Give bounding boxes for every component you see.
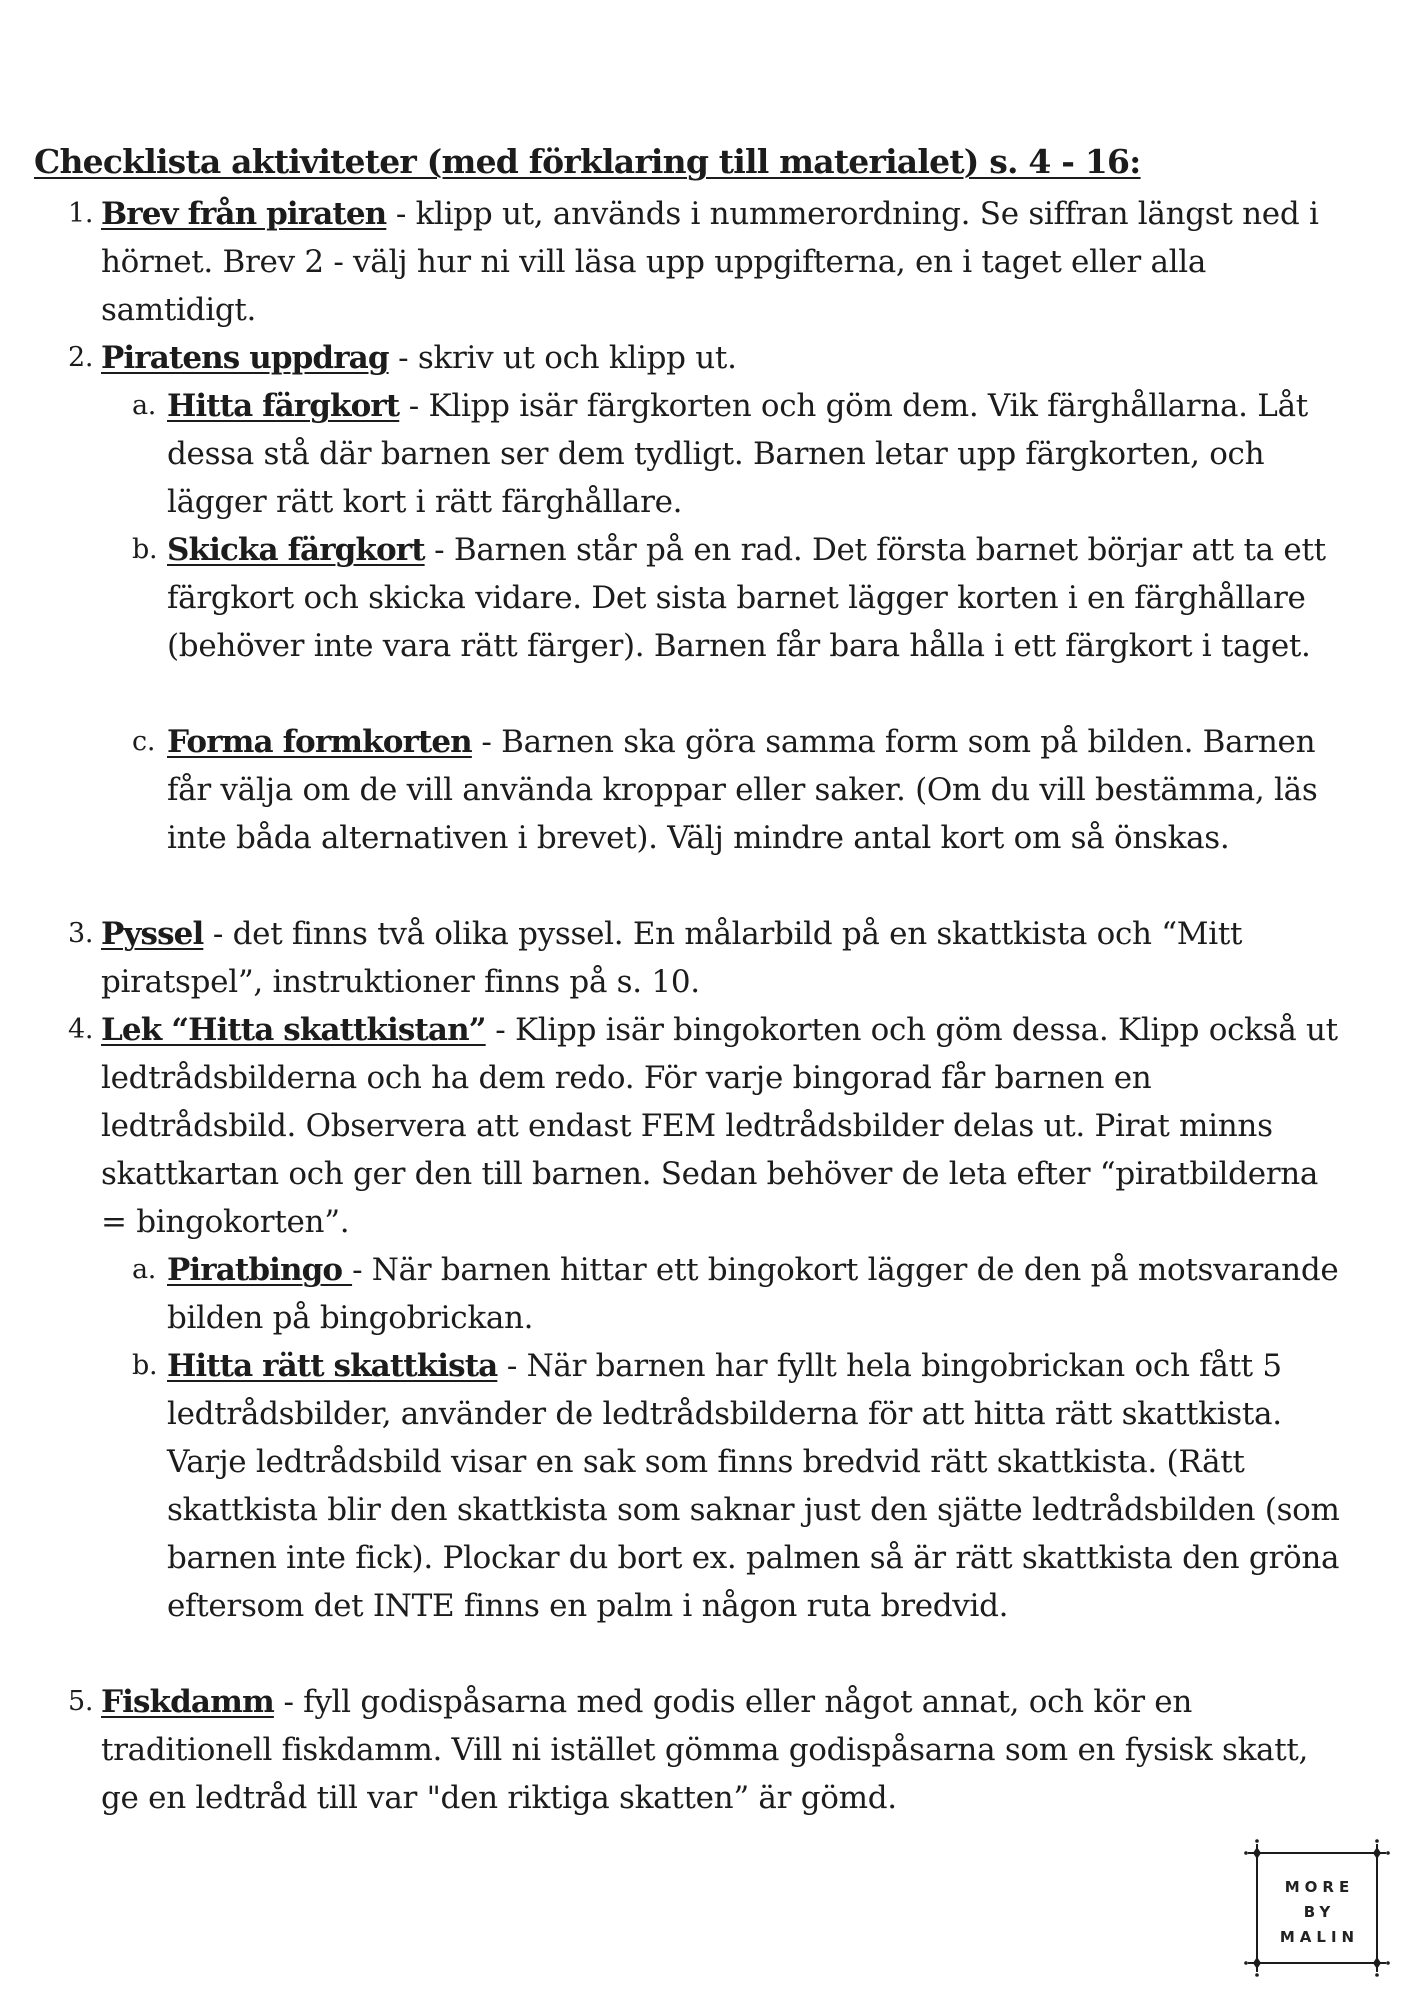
list-marker: b. <box>132 1350 158 1381</box>
list-marker: 2. <box>68 342 94 373</box>
list-marker: 4. <box>68 1014 94 1045</box>
item-keyword: Brev från piraten <box>101 196 387 232</box>
item-text: - det finns två olika pyssel. En målarbild på en skattkista och “Mitt piratspel”, instruktioner finns på s. 10. <box>101 916 1243 1000</box>
item-text: - Klipp isär bingokorten och göm dessa. Klipp också ut ledtrådsbilderna och ha dem redo. För varje bingorad får barnen en ledtrådsbild. Observera att endast FEM ledtrådsbilder delas ut. Pirat minns skattkartan och ger den till barnen. Sedan behöver de leta efter “piratbilderna = bingokorten”. <box>101 1012 1338 1240</box>
brand-logo <box>1242 1838 1392 1978</box>
list-item-hitta-ratt-skattkista <box>132 1342 1357 1630</box>
item-text: - Barnen står på en rad. Det första barnet börjar att ta ett färgkort och skicka vidare. Det sista barnet lägger korten i en färghållare (behöver inte vara rätt färger). Barnen får bara hålla i ett färgkort i taget. <box>167 532 1326 664</box>
list-marker: a. <box>132 390 157 421</box>
page-heading: Checklista aktiviteter (med förklaring till materialet) s. 4 - 16: <box>34 142 1141 181</box>
list-marker: 5. <box>68 1686 94 1717</box>
list-item-piratbingo <box>132 1246 1357 1342</box>
item-keyword: Fiskdamm <box>101 1684 274 1720</box>
list-marker: c. <box>132 726 156 757</box>
list-marker: 3. <box>68 918 94 949</box>
list-marker: a. <box>132 1254 157 1285</box>
list-item-hitta-fargkort <box>132 382 1357 526</box>
item-text: - Barnen ska göra samma form som på bilden. Barnen får välja om de vill använda kroppar eller saker. (Om du vill bestämma, läs inte båda alternativen i brevet). Välj mindre antal kort om så önskas. <box>167 724 1318 856</box>
item-keyword: Piratbingo <box>167 1252 353 1288</box>
item-text: - När barnen har fyllt hela bingobrickan och fått 5 ledtrådsbilder, använder de ledtrådsbilderna för att hitta rätt skattkista. Varje ledtrådsbild visar en sak som finns bredvid rätt skattkista. (Rätt skattkista blir den skattkista som saknar just den sjätte ledtrådsbilden (som barnen inte fick). Plockar du bort ex. palmen så är rätt skattkista den gröna eftersom det INTE finns en palm i någon ruta bredvid. <box>167 1348 1340 1624</box>
list-item-fiskdamm <box>68 1678 1351 1822</box>
logo-text <box>1242 1875 1392 1950</box>
item-keyword: Skicka färgkort <box>167 532 425 568</box>
list-item-lek-hitta-skattkistan <box>68 1006 1351 1246</box>
item-keyword: Forma formkorten <box>167 724 472 760</box>
item-text: - fyll godispåsarna med godis eller något annat, och kör en traditionell fiskdamm. Vill ni istället gömma godispåsarna som en fysisk skatt, ge en ledtråd till var "den riktiga skatten” är gömd. <box>101 1684 1309 1816</box>
item-keyword: Pyssel <box>101 916 204 952</box>
logo-line-malin: MALIN <box>1279 1928 1360 1946</box>
item-keyword: Lek “Hitta skattkistan” <box>101 1012 486 1048</box>
list-marker: 1. <box>68 198 94 229</box>
item-text: - När barnen hittar ett bingokort lägger de den på motsvarande bilden på bingobrickan. <box>167 1252 1339 1336</box>
item-keyword: Hitta rätt skattkista <box>167 1348 498 1384</box>
item-text: - klipp ut, används i nummerordning. Se siffran längst ned i hörnet. Brev 2 - välj hur ni vill läsa upp uppgifterna, en i taget eller alla samtidigt. <box>101 196 1319 328</box>
logo-line-by: BY <box>1303 1903 1336 1921</box>
list-item-forma-formkorten <box>132 718 1357 862</box>
item-text: - skriv ut och klipp ut. <box>388 340 737 376</box>
item-keyword: Piratens uppdrag <box>101 340 389 376</box>
list-item-pyssel <box>68 910 1351 1006</box>
item-keyword: Hitta färgkort <box>167 388 400 424</box>
logo-line-more: MORE <box>1284 1878 1355 1896</box>
list-marker: b. <box>132 534 158 565</box>
list-item-skicka-fargkort <box>132 526 1357 670</box>
list-item-piratens-uppdrag <box>68 334 1351 382</box>
item-text: - Klipp isär färgkorten och göm dem. Vik färghållarna. Låt dessa stå där barnen ser dem tydligt. Barnen letar upp färgkorten, och lägger rätt kort i rätt färghållare. <box>167 388 1308 520</box>
list-item-brev-fran-piraten <box>68 190 1351 334</box>
